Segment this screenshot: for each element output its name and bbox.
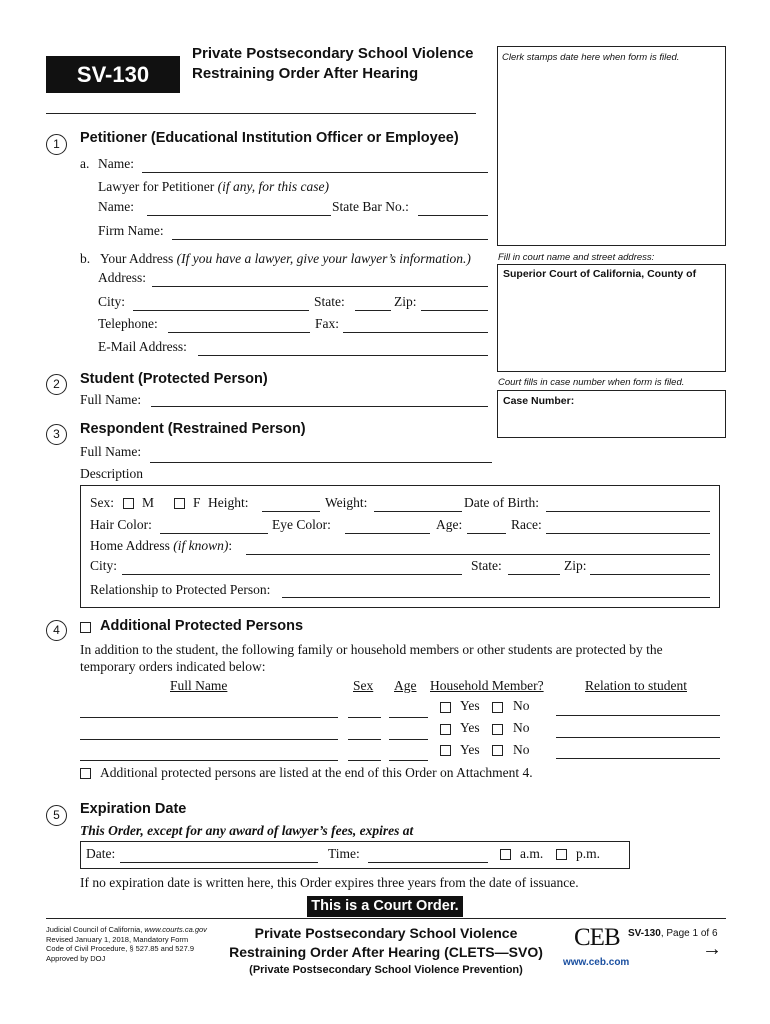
resp-state-field[interactable] xyxy=(508,574,560,575)
age-label: Age: xyxy=(436,517,463,532)
state-bar-field[interactable] xyxy=(418,215,488,216)
person-2-yes-checkbox[interactable] xyxy=(440,724,451,735)
your-address-text: Your Address xyxy=(100,251,174,266)
clerk-stamp-note: Clerk stamps date here when form is filed. xyxy=(502,52,680,63)
state-field[interactable] xyxy=(355,310,391,311)
attachment-4-label: Additional protected persons are listed at the end of this Order on Attachment 4. xyxy=(100,765,533,780)
section-4-intro: In addition to the student, the following family or household members or other students are protected by the temporary orders indicated below: xyxy=(80,642,663,674)
city-field[interactable] xyxy=(133,310,309,311)
home-address-field[interactable] xyxy=(246,554,710,555)
col-age: Age xyxy=(394,678,417,693)
resp-zip-label: Zip: xyxy=(564,558,587,573)
sex-m-checkbox[interactable] xyxy=(123,498,134,509)
lawyer-hint: (if any, for this case) xyxy=(217,179,329,194)
person-2-name-field[interactable] xyxy=(80,739,338,740)
person-3-no-checkbox[interactable] xyxy=(492,745,503,756)
home-address-label xyxy=(90,538,232,554)
city-label: City: xyxy=(98,294,126,309)
resp-state-label: State: xyxy=(471,558,502,573)
person-2-no-checkbox[interactable] xyxy=(492,724,503,735)
home-address-text: Home Address xyxy=(90,538,170,553)
firm-name-field[interactable] xyxy=(172,239,488,240)
header-rule xyxy=(46,113,476,114)
form-title: Private Postsecondary School Violence Restraining Order After Hearing xyxy=(192,45,474,82)
dob-label: Date of Birth: xyxy=(464,495,539,510)
relationship-label: Relationship to Protected Person: xyxy=(90,582,271,597)
footer-rule xyxy=(46,918,726,919)
expiration-date-field[interactable] xyxy=(120,862,318,863)
section-1-title: Petitioner (Educational Institution Officer or Employee) xyxy=(80,130,459,146)
respondent-full-name-label: Full Name: xyxy=(80,444,142,459)
email-field[interactable] xyxy=(198,355,488,356)
person-1-no-label: No xyxy=(513,698,530,713)
zip-label: Zip: xyxy=(394,294,417,309)
home-address-colon: : xyxy=(228,538,233,553)
eye-color-label: Eye Color: xyxy=(272,517,331,532)
pm-label: p.m. xyxy=(576,846,601,861)
person-3-yes-checkbox[interactable] xyxy=(440,745,451,756)
person-1-relation-field[interactable] xyxy=(556,715,720,716)
section-2-title: Student (Protected Person) xyxy=(80,371,268,387)
attachment-4-checkbox[interactable] xyxy=(80,768,91,779)
col-full-name: Full Name xyxy=(170,678,228,693)
person-1-sex-field[interactable] xyxy=(348,717,381,718)
clerk-stamp-box[interactable] xyxy=(497,46,726,246)
court-name-note: Fill in court name and street address: xyxy=(498,252,655,263)
height-field[interactable] xyxy=(262,511,320,512)
description-label: Description xyxy=(80,466,143,481)
section-3-title: Respondent (Restrained Person) xyxy=(80,421,306,437)
footer-courts-link[interactable]: www.courts.ca.gov xyxy=(144,925,207,934)
item-a-label: a. xyxy=(80,156,90,171)
col-relation: Relation to student xyxy=(585,678,687,693)
person-3-sex-field[interactable] xyxy=(348,760,381,761)
student-full-name-field[interactable] xyxy=(151,406,488,407)
state-label: State: xyxy=(314,294,345,309)
sex-m-label: M xyxy=(142,495,155,510)
fax-field[interactable] xyxy=(343,332,488,333)
age-field[interactable] xyxy=(467,533,506,534)
petitioner-name-field[interactable] xyxy=(142,172,488,173)
person-1-age-field[interactable] xyxy=(389,717,428,718)
person-3-no-label: No xyxy=(513,742,530,757)
expiration-time-field[interactable] xyxy=(368,862,488,863)
resp-zip-field[interactable] xyxy=(590,574,710,575)
col-sex: Sex xyxy=(353,678,374,693)
height-label: Height: xyxy=(208,495,249,510)
person-1-yes-checkbox[interactable] xyxy=(440,702,451,713)
footer-line-1 xyxy=(46,925,207,935)
expiration-time-label: Time: xyxy=(328,846,360,861)
person-2-relation-field[interactable] xyxy=(556,737,720,738)
your-address-label xyxy=(100,251,471,267)
footer-title-1: Private Postsecondary School Violence xyxy=(254,925,518,941)
court-name-box[interactable] xyxy=(497,264,726,372)
relationship-field[interactable] xyxy=(282,597,710,598)
respondent-full-name-field[interactable] xyxy=(150,462,492,463)
footer-judicial-council: Judicial Council of California, xyxy=(46,925,143,934)
telephone-label: Telephone: xyxy=(98,316,158,331)
pm-checkbox[interactable] xyxy=(556,849,567,860)
footer-legal-info xyxy=(46,925,207,963)
section-5-title: Expiration Date xyxy=(80,801,187,817)
telephone-field[interactable] xyxy=(168,332,310,333)
section-number-5: 5 xyxy=(46,805,67,826)
weight-field[interactable] xyxy=(374,511,462,512)
race-field[interactable] xyxy=(546,533,710,534)
expiration-date-label: Date: xyxy=(86,846,116,861)
address-label: Address: xyxy=(98,270,146,285)
person-2-yes-label: Yes xyxy=(460,720,480,735)
dob-field[interactable] xyxy=(546,511,710,512)
state-bar-label: State Bar No.: xyxy=(332,199,409,214)
footer-line-3: Code of Civil Procedure, § 527.85 and 527.9 xyxy=(46,944,195,953)
race-label: Race: xyxy=(511,517,542,532)
hair-color-label: Hair Color: xyxy=(90,517,152,532)
ceb-logo: CEB xyxy=(574,924,620,951)
sex-label: Sex: xyxy=(90,495,115,510)
section-number-4: 4 xyxy=(46,620,67,641)
item-b-label: b. xyxy=(80,251,91,266)
court-order-banner: This is a Court Order. xyxy=(307,896,463,917)
am-checkbox[interactable] xyxy=(500,849,511,860)
section-4-title: Additional Protected Persons xyxy=(100,618,304,634)
expiration-order-text: This Order, except for any award of lawyer’s fees, expires at xyxy=(80,823,414,838)
section-number-1: 1 xyxy=(46,134,67,155)
lawyer-name-label: Name: xyxy=(98,199,134,214)
lawyer-name-field[interactable] xyxy=(147,215,331,216)
zip-field[interactable] xyxy=(421,310,488,311)
student-full-name-label: Full Name: xyxy=(80,392,142,407)
hair-color-field[interactable] xyxy=(160,533,268,534)
resp-city-label: City: xyxy=(90,558,118,573)
case-number-label: Case Number: xyxy=(503,395,575,407)
col-household: Household Member? xyxy=(430,678,544,693)
person-2-no-label: No xyxy=(513,720,530,735)
footer-title-2: Restraining Order After Hearing (CLETS—SVO) xyxy=(229,944,543,960)
lawyer-text: Lawyer for Petitioner xyxy=(98,179,215,194)
person-3-relation-field[interactable] xyxy=(556,758,720,759)
address-field[interactable] xyxy=(152,286,488,287)
resp-city-field[interactable] xyxy=(122,574,462,575)
person-3-age-field[interactable] xyxy=(389,760,428,761)
person-2-sex-field[interactable] xyxy=(348,739,381,740)
firm-name-label: Firm Name: xyxy=(98,223,164,238)
expiration-default-note: If no expiration date is written here, this Order expires three years from the date of issuance. xyxy=(80,875,579,890)
additional-persons-checkbox[interactable] xyxy=(80,622,91,633)
person-1-no-checkbox[interactable] xyxy=(492,702,503,713)
footer-line-4: Approved by DOJ xyxy=(46,953,106,963)
eye-color-field[interactable] xyxy=(345,533,430,534)
footer-title-3: (Private Postsecondary School Violence Prevention) xyxy=(249,964,523,976)
ceb-url[interactable]: www.ceb.com xyxy=(563,957,630,968)
home-address-hint: (if known) xyxy=(173,538,229,553)
sex-f-checkbox[interactable] xyxy=(174,498,185,509)
next-page-arrow-icon[interactable]: → xyxy=(702,938,722,960)
section-number-3: 3 xyxy=(46,424,67,445)
petitioner-name-label: Name: xyxy=(98,156,134,171)
page-form-id: SV-130 xyxy=(628,928,661,939)
your-address-hint: (If you have a lawyer, give your lawyer’s information.) xyxy=(176,251,471,266)
person-3-name-field[interactable] xyxy=(80,760,338,761)
weight-label: Weight: xyxy=(325,495,368,510)
page-number-text: , Page 1 of 6 xyxy=(660,928,718,939)
case-number-note: Court fills in case number when form is filed. xyxy=(498,377,685,388)
person-1-name-field[interactable] xyxy=(80,717,338,718)
am-label: a.m. xyxy=(520,846,544,861)
court-name: Superior Court of California, County of xyxy=(503,268,697,280)
email-label: E-Mail Address: xyxy=(98,339,187,354)
footer-line-2: Revised January 1, 2018, Mandatory Form xyxy=(46,934,189,944)
sex-f-label: F xyxy=(193,495,201,510)
fax-label: Fax: xyxy=(315,316,340,331)
lawyer-label xyxy=(98,179,329,195)
form-id-badge: SV-130 xyxy=(46,56,180,93)
person-2-age-field[interactable] xyxy=(389,739,428,740)
section-number-2: 2 xyxy=(46,374,67,395)
person-3-yes-label: Yes xyxy=(460,742,480,757)
person-1-yes-label: Yes xyxy=(460,698,480,713)
